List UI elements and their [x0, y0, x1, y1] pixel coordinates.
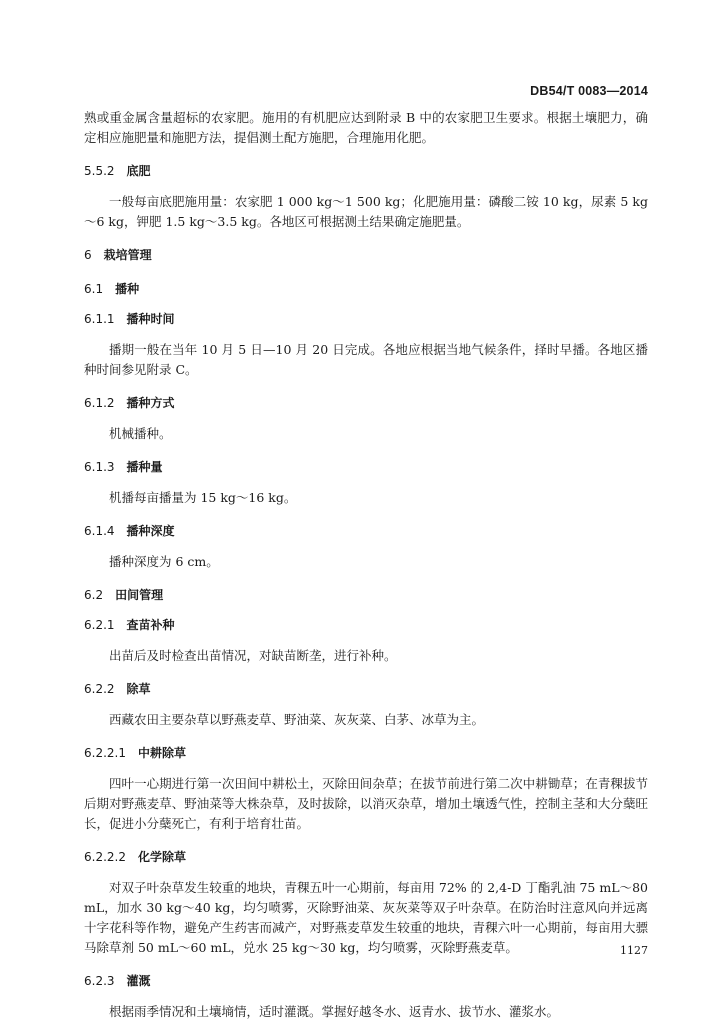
section-title: 灌溉 [126, 974, 151, 988]
section-number: 6.2.3 [84, 974, 115, 988]
section-number: 6.2 [84, 588, 104, 602]
section-title: 底肥 [126, 164, 151, 178]
paragraph: 机械播种。 [109, 426, 172, 441]
section-title: 播种 [115, 282, 140, 296]
section-heading [84, 162, 648, 180]
section-title: 栽培管理 [103, 248, 152, 262]
section-title: 播种时间 [126, 312, 175, 326]
section-title: 播种量 [126, 460, 163, 474]
section-heading [84, 310, 648, 328]
section-heading [84, 680, 648, 698]
section-title: 查苗补种 [126, 618, 175, 632]
paragraph: 播种深度为 6 cm。 [109, 554, 219, 569]
section-number: 6.1.1 [84, 312, 115, 326]
section-number: 5.5.2 [84, 164, 115, 178]
paragraph: 机播每亩播量为 15 kg～16 kg。 [109, 490, 297, 505]
section-title: 除草 [126, 682, 151, 696]
section-heading [84, 246, 648, 264]
document-body [84, 108, 648, 1036]
section-number: 6 [84, 248, 92, 262]
section-title: 田间管理 [115, 588, 164, 602]
section-number: 6.1 [84, 282, 104, 296]
section-number: 6.1.4 [84, 524, 115, 538]
section-title: 播种方式 [126, 396, 175, 410]
paragraph: 四叶一心期进行第一次田间中耕松土，灭除田间杂草；在拔节前进行第二次中耕锄草；在青稞拔节后期对野燕麦草、野油菜等大株杂草，及时拔除，以消灭杂草，增加土壤透气性，控制主茎和大分蘖旺长，促进小分蘖死亡，有利于培育壮苗。 [84, 776, 648, 831]
paragraph: 播期一般在当年 10 月 5 日—10 月 20 日完成。各地应根据当地气候条件，择时早播。各地区播种时间参见附录 C。 [84, 342, 648, 377]
page-number: 1127 [620, 944, 648, 957]
section-number: 6.1.2 [84, 396, 115, 410]
section-heading [84, 458, 648, 476]
paragraph: 一般每亩底肥施用量：农家肥 1 000 kg～1 500 kg；化肥施用量：磷酸二铵 10 kg，尿素 5 kg～6 kg，钾肥 1.5 kg～3.5 kg。各地区可根据测土结果确定施肥量。 [84, 194, 648, 229]
section-heading [84, 280, 648, 298]
document-code: DB54/T 0083—2014 [530, 84, 648, 98]
section-heading [84, 972, 648, 990]
section-heading [84, 848, 648, 866]
section-heading [84, 616, 648, 634]
paragraph: 出苗后及时检查出苗情况，对缺苗断垄，进行补种。 [109, 648, 397, 663]
paragraph: 对双子叶杂草发生较重的地块，青稞五叶一心期前，每亩用 72% 的 2,4-D 丁酯乳油 75 mL～80 mL，加水 30 kg～40 kg，均匀喷雾，灭除野油菜、灰灰菜等双子叶杂草。在防治时注意风向并远离十字花科等作物，避免产生药害而减产，对野燕麦草发生较重的地块，青稞六叶一心期前，每亩用大骠马除草剂 50 mL～60 mL，兑水 25 kg～30 kg，均匀喷雾，灭除野燕麦草。 [84, 880, 648, 955]
section-heading [84, 744, 648, 762]
section-title: 化学除草 [137, 850, 186, 864]
section-heading [84, 586, 648, 604]
section-heading [84, 522, 648, 540]
section-title: 中耕除草 [137, 746, 186, 760]
section-heading [84, 394, 648, 412]
paragraph: 熟或重金属含量超标的农家肥。施用的有机肥应达到附录 B 中的农家肥卫生要求。根据土壤肥力，确定相应施肥量和施肥方法，提倡测土配方施肥，合理施用化肥。 [84, 110, 648, 145]
section-number: 6.2.1 [84, 618, 115, 632]
section-number: 6.2.2 [84, 682, 115, 696]
section-title: 播种深度 [126, 524, 175, 538]
paragraph: 西藏农田主要杂草以野燕麦草、野油菜、灰灰菜、白茅、冰草为主。 [109, 712, 485, 727]
section-number: 6.2.2.2 [84, 850, 126, 864]
section-number: 6.1.3 [84, 460, 115, 474]
section-number: 6.2.2.1 [84, 746, 126, 760]
paragraph: 根据雨季情况和土壤墒情，适时灌溉。掌握好越冬水、返青水、拔节水、灌浆水。 [109, 1004, 560, 1019]
